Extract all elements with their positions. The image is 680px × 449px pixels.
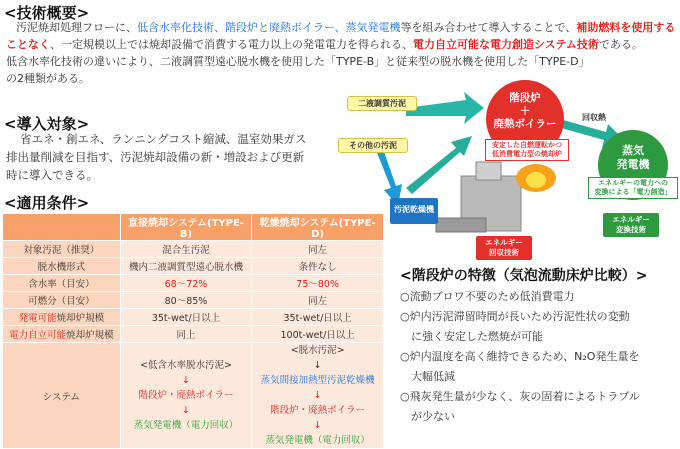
overview-text-3: 、一定規模以上では焼却設備で消費する電力以上の発電電力を得られる、 [50,38,413,51]
row-value-d: 同左 [252,292,384,309]
flow-arrow: ↓ [313,390,322,401]
row-value-b: 68〜72% [120,275,252,292]
conditions-header-row [3,214,384,241]
row-label: 含水率（目安） [3,275,121,292]
table-row [3,326,384,343]
flow-arrow: ↓ [182,405,190,416]
overview-title: <技術概要> [4,4,90,22]
overview-text-1: 汚泥焼却処理フローに、 [16,21,137,34]
feature-item: ○流動ブロワ不要のため低消費電力 [400,290,575,303]
flow-step: 階段炉・廃熱ボイラー [270,405,366,416]
row-label: 脱水機形式 [3,258,121,275]
feature-item: 大幅低減 [400,370,455,383]
intro-line-1: 省エネ・創エネ、ランニングコスト縮減、温室効果ガス [20,132,307,146]
row-value-d: 100t-wet/日以上 [252,326,384,343]
feature-item: が少ない [400,410,455,423]
overview-text-5: 低含水率化技術の違いにより、二液調質型遠心脱水機を使用した「TYPE-B」と従来型の脱水機を使用した「TYPE-D」 [6,55,590,68]
row-value-d: 同左 [252,241,384,258]
row-value-d: 75〜80% [252,275,384,292]
intro-paragraph [6,130,336,184]
header-type-b: 直接焼却システム(TYPE-B) [120,214,252,241]
table-row [3,275,384,292]
header-blank [3,214,121,241]
steam-generator-node: 蒸気 発電機 [598,130,668,200]
overview-system-highlight: 電力自立可能な電力創造システム技術 [413,38,599,51]
header-type-d: 乾燥焼却システム(TYPE-D) [252,214,384,241]
row-value-b: 35t-wet/日以上 [120,309,252,326]
overview-tech-highlight: 低含水率化技術、階段炉と廃熱ボイラー、蒸気発電機 [137,21,401,34]
flow-step: <脱水汚泥> [290,345,345,356]
furnace-note: 安定した自燃運転かつ 低消費電力型の焼却炉 [485,139,569,161]
energy-recovery-badge: エネルギー 回収技術 [476,236,532,260]
furnace-boiler-node: 階段炉 ＋ 廃熱ボイラー [486,80,564,158]
row-label: システム [3,343,121,449]
row-value-b: 混合生汚泥 [120,241,252,258]
row-label-rest: 焼却炉規模 [56,313,105,324]
row-value-b: 80〜85% [120,292,252,309]
conditions-title: <適用条件> [4,194,90,212]
row-value-b: 同上 [120,326,252,343]
flow-arrow: ↓ [182,375,190,386]
table-row [3,258,384,275]
flow-arrow: ↓ [313,420,322,431]
sludge-type1-label: 二液調質汚泥 [347,96,417,111]
system-flow-d [252,343,384,449]
row-label [3,326,121,343]
sludge-type2-label: その他の汚泥 [338,138,408,153]
recovered-heat-label: 回収熱 [582,113,606,122]
intro-title: <導入対象> [4,115,90,133]
system-flow-b [120,343,252,449]
row-label-highlight: 発電可能 [18,313,57,324]
table-row [3,309,384,326]
table-row [3,241,384,258]
row-label: 可燃分（目安） [3,292,121,309]
energy-conversion-badge: エネルギー 変換技術 [603,213,659,237]
arrow-sludge2-icon [376,146,402,206]
feature-item: ○炉内温度を高く維持できるため、N₂O発生量を [400,350,640,363]
features-list [400,287,678,427]
feature-item: に強く安定した燃焼が可能 [400,330,543,343]
flow-step: 階段炉・廃熱ボイラー [138,390,234,401]
features-title: <階段炉の特徴（気泡流動床炉比較）> [400,268,648,284]
flow-arrow: ↓ [313,360,322,371]
overview-paragraph [6,19,676,87]
overview-text-6: の2種類がある。 [6,72,90,85]
flow-step: <低含水率脱水汚泥> [140,360,232,371]
row-label: 対象汚泥（推奨） [3,241,121,258]
table-row-system [3,343,384,449]
steam-note: エネルギーの電力への 変換による「電力創造」 [588,177,678,199]
flow-step: 蒸気発電機（電力回収） [265,435,370,446]
conditions-table [2,213,384,449]
feature-item: ○飛灰発生量が少なく、灰の固着によるトラブル [400,390,640,403]
flow-step: 蒸気間接加熱型汚泥乾燥機 [260,375,375,386]
row-label-highlight: 電力自立可能 [9,330,67,341]
row-label-rest: 焼却炉規模 [66,330,114,341]
arrow-sludge1-icon [406,92,484,124]
feature-item: ○炉内汚泥滞留時間が長いため汚泥性状の変動 [400,310,630,323]
overview-text-4: である。 [598,38,643,51]
intro-line-2: 排出量削減を目指す、汚泥焼却設備の新・増設および更新 [6,150,305,164]
row-value-b: 機内二液調質型遠心脱水機 [120,258,252,275]
row-value-d: 条件なし [252,258,384,275]
row-label [3,309,121,326]
table-row [3,292,384,309]
row-value-d: 35t-wet/日以上 [252,309,384,326]
intro-line-3: 時に導入できる。 [6,168,98,182]
overview-no-fuel-highlight: 補助燃料を使用することなく [6,21,676,51]
overview-text-2: 等を組み合わせて導入することで、 [400,21,577,34]
flow-step: 蒸気発電機（電力回収） [133,420,239,431]
dryer-label: 汚泥乾燥機 [390,198,438,224]
